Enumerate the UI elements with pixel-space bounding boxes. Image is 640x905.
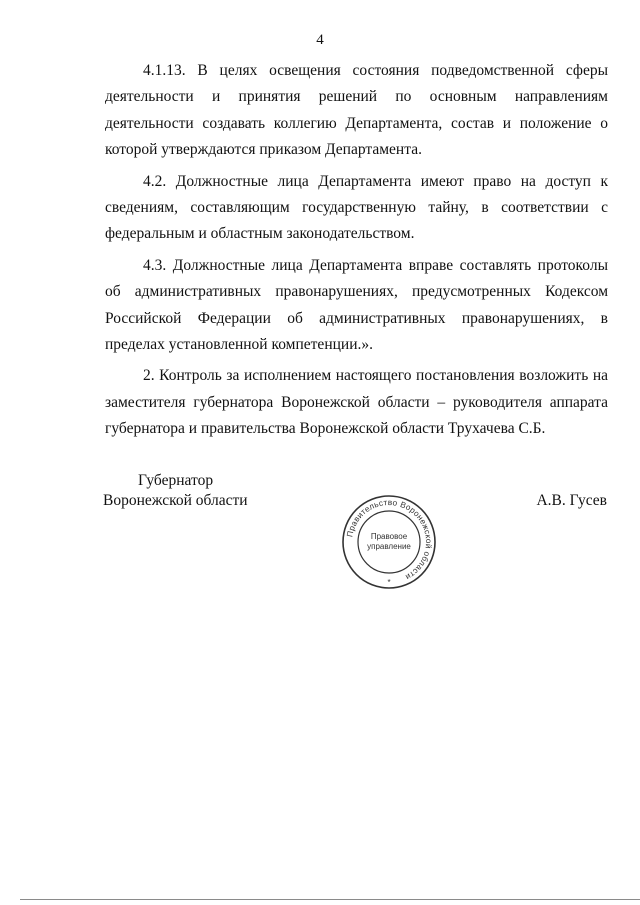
- paragraph-4-2: 4.2. Должностные лица Департамента имеют право на доступ к сведениям, составляющим государственную тайну, в соответствии с федеральным и областным законодательством.: [105, 172, 608, 243]
- signatory-name: А.В. Гусев: [536, 492, 607, 509]
- stamp-center-line1: Правовое: [370, 532, 408, 541]
- stamp-center-line2: управление: [367, 542, 411, 551]
- paragraph-4-3: 4.3. Должностные лица Департамента вправе составлять протоколы об административных правонарушениях, предусмотренных Кодексом Российской Федерации об административных правонарушениях, в пределах установленной компетенции.».: [105, 256, 608, 354]
- page-bottom-edge: [20, 899, 640, 900]
- legal-department-stamp: [341, 494, 437, 590]
- signatory-title-line1: Губернатор: [138, 472, 214, 489]
- document-body: [105, 58, 608, 448]
- signatory-title: [103, 471, 248, 511]
- paragraph-2-control: 2. Контроль за исполнением настоящего постановления возложить на заместителя губернатора Воронежской области – руководителя аппарата губернатора и правительства Воронежской области Трухачева С.Б.: [105, 367, 608, 438]
- page-number: 4: [316, 32, 324, 48]
- stamp-seal-graphic: [341, 494, 437, 590]
- stamp-ring-text: Правительство Воронежской области: [345, 497, 434, 582]
- signatory-title-line2: Воронежской области: [103, 492, 248, 509]
- stamp-star: *: [387, 578, 391, 587]
- paragraph-4-1-13: 4.1.13. В целях освещения состояния подведомственной сферы деятельности и принятия решений по основным направлениям деятельности создавать коллегию Департамента, состав и положение о которой утверждаются приказом Департамента.: [105, 62, 608, 159]
